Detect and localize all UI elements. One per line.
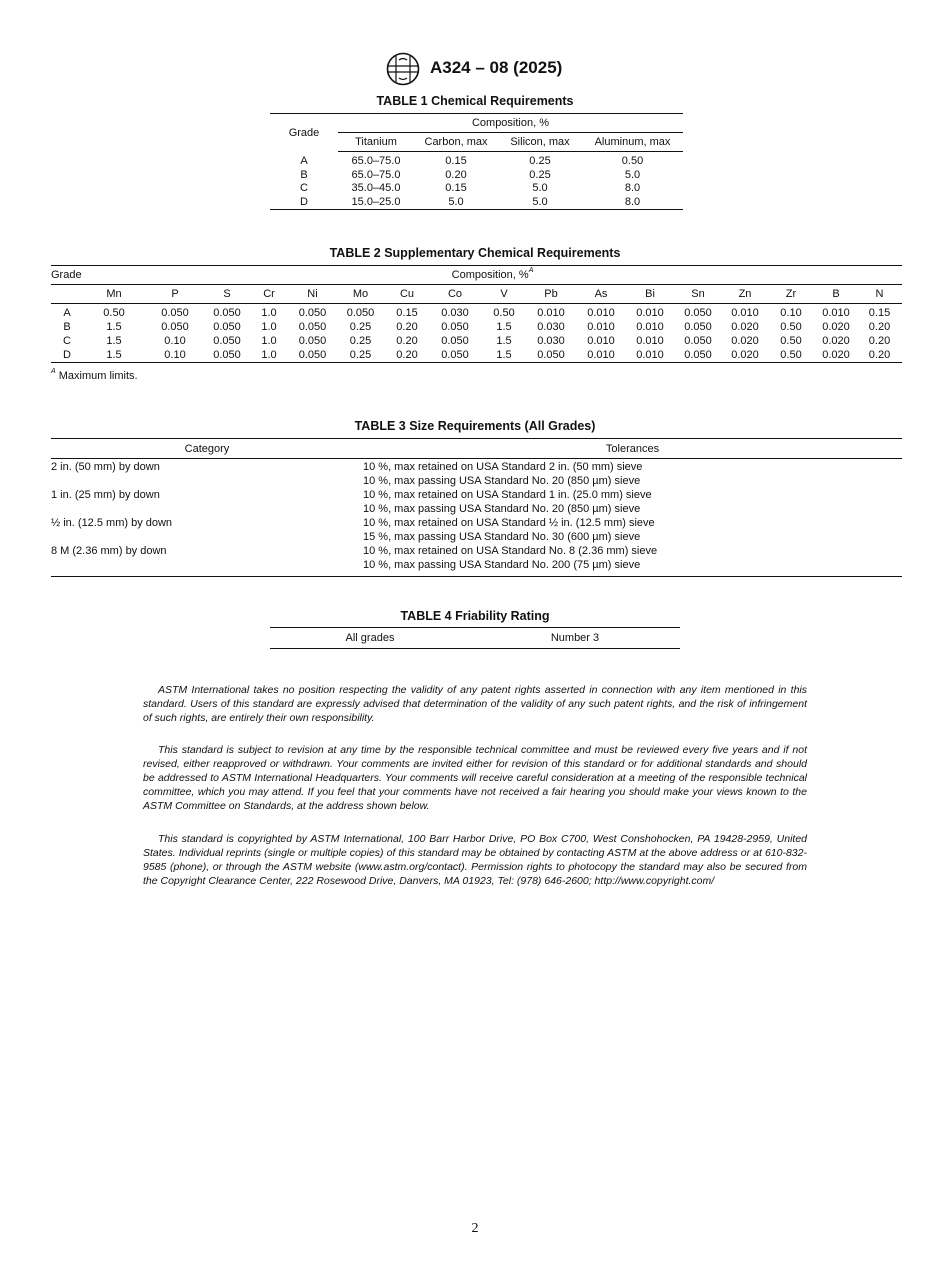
table-cell: 15.0–25.0 (351, 195, 401, 208)
table-cell: 0.15 (445, 155, 467, 168)
table-row (51, 517, 902, 531)
table-cell: 0.050 (298, 320, 327, 333)
table3-title: TABLE 3 Size Requirements (All Grades) (354, 419, 596, 433)
table-cell: 1.0 (261, 306, 277, 319)
table-cell: 0.010 (636, 334, 664, 347)
table-cell: 15 %, max passing USA Standard No. 30 (600 µm) sieve (363, 531, 641, 543)
column-header: As (575, 285, 627, 304)
table-cell: 0.010 (636, 348, 664, 361)
table-row (270, 196, 683, 210)
table-row (51, 459, 902, 476)
table-cell: 0.010 (636, 306, 664, 319)
table-cell: 0.20 (868, 334, 891, 347)
table-cell: 0.020 (731, 334, 759, 347)
column-header: Sn (673, 285, 723, 304)
table-cell: 0.050 (213, 320, 241, 333)
table-cell: 10 %, max passing USA Standard No. 20 (850 µm) sieve (363, 475, 641, 487)
table2-title: TABLE 2 Supplementary Chemical Requirements (329, 246, 621, 260)
table-cell: 5.0 (532, 182, 548, 195)
table-row (51, 334, 902, 348)
table-cell: 1.5 (496, 334, 512, 347)
table-row (51, 320, 902, 334)
column-header: Pb (527, 285, 575, 304)
column-header: Cu (385, 285, 429, 304)
table-cell: 8 M (2.36 mm) by down (51, 545, 167, 557)
table-cell: 0.050 (298, 306, 327, 319)
table-cell: 0.10 (780, 306, 802, 319)
table-cell: 0.20 (396, 334, 418, 347)
column-header: Titanium (338, 133, 414, 152)
table-cell: B (63, 320, 71, 333)
table-cell: 0.050 (213, 306, 241, 319)
composition-header: Composition, %$^A$ (451, 267, 534, 281)
table-cell: 0.010 (822, 306, 850, 319)
table4-title: TABLE 4 Friability Rating (400, 609, 550, 623)
category-header: Category (51, 439, 363, 459)
table-cell: 0.010 (587, 334, 615, 347)
table-cell: 10 %, max retained on USA Standard 2 in. (50 mm) sieve (363, 461, 643, 473)
table-cell: 0.010 (636, 320, 664, 333)
table-row (270, 152, 683, 169)
table-cell (51, 531, 363, 545)
column-header: Silicon, max (498, 133, 582, 152)
table-cell: 0.20 (396, 320, 418, 333)
table-cell: 0.020 (731, 348, 759, 361)
table-cell: 0.030 (537, 320, 565, 333)
table-cell: 0.050 (161, 306, 189, 319)
table-cell: 0.10 (164, 334, 186, 347)
table-cell: 0.50 (621, 155, 644, 168)
table-cell: 1.5 (106, 334, 122, 347)
column-header: N (857, 285, 902, 304)
table-cell: 65.0–75.0 (351, 168, 401, 181)
table-row (270, 182, 683, 196)
chemical-requirements-table (270, 113, 683, 210)
table-cell: 0.15 (868, 306, 891, 319)
table-cell: 0.25 (349, 320, 372, 333)
table-cell: 0.50 (103, 306, 125, 319)
table-row (51, 348, 902, 363)
table-row (51, 489, 902, 503)
table-cell: 0.10 (164, 348, 186, 361)
column-header: Aluminum, max (582, 133, 683, 152)
table-cell: C (300, 182, 308, 195)
table-cell: D (300, 195, 308, 208)
table-row (51, 545, 902, 559)
table-cell: 0.030 (441, 306, 469, 319)
table-cell: 1.5 (496, 320, 512, 333)
table-cell: 0.050 (441, 348, 469, 361)
revision-notice: This standard is subject to revision at any time by the responsible technical committee and must be reviewed every five years and if not revised, either reapproved or withdrawn. Your comments are invited either for revision of this standard or for additional standards and should be addressed to ASTM International Headquarters. Your comments will receive careful consideration at a meeting of the responsible technical committee, which you may attend. If you feel that your comments have not received a fair hearing you should make your views known to the ASTM Committee on Standards, at the address shown below. (143, 744, 807, 812)
table-cell: 0.010 (731, 306, 759, 319)
table-cell: 10 %, max retained on USA Standard 1 in. (25.0 mm) sieve (363, 489, 652, 501)
column-header: B (815, 285, 857, 304)
table-cell: 2 in. (50 mm) by down (51, 461, 160, 473)
column-header: P (145, 285, 205, 304)
table-cell: 0.050 (684, 320, 712, 333)
astm-logo-icon (384, 51, 422, 87)
table-cell: 0.020 (822, 348, 850, 361)
size-requirements-table (51, 438, 902, 577)
table-cell: B (300, 168, 308, 181)
table-cell: C (63, 334, 71, 347)
column-header: Zr (767, 285, 815, 304)
column-header: Bi (627, 285, 673, 304)
table-cell: 8.0 (624, 195, 641, 208)
table2-footnote: $^A$ Maximum limits. (51, 368, 138, 382)
table-row (51, 503, 902, 517)
table-cell: 0.25 (529, 168, 551, 181)
standard-designation: A324 – 08 (2025) (430, 58, 563, 77)
table-cell: 0.050 (441, 334, 469, 347)
table-row (51, 304, 902, 321)
table-cell: 0.25 (349, 348, 372, 361)
supplementary-requirements-table (51, 265, 902, 363)
table-cell: 1.0 (261, 320, 277, 333)
table-cell: 0.050 (441, 320, 469, 333)
table-row (51, 559, 902, 577)
table-cell: 0.050 (537, 348, 565, 361)
table-cell: 0.010 (587, 306, 615, 319)
page-header (0, 48, 950, 88)
table-row (51, 475, 902, 489)
table-cell: 1.5 (106, 348, 122, 361)
table-cell: 0.20 (396, 348, 418, 361)
table-cell: 1.0 (261, 334, 277, 347)
column-header: Zn (723, 285, 767, 304)
table-cell: D (63, 348, 71, 361)
table-cell: ½ in. (12.5 mm) by down (51, 517, 173, 529)
table-cell: 10 %, max passing USA Standard No. 20 (850 µm) sieve (363, 503, 641, 515)
table-cell: 0.020 (822, 320, 850, 333)
table-cell: 0.50 (780, 320, 802, 333)
table-cell: 1.0 (261, 348, 277, 361)
column-header: Co (429, 285, 481, 304)
table-cell: 0.15 (445, 182, 467, 195)
table-cell: 0.050 (684, 348, 712, 361)
table-cell: 0.050 (213, 334, 241, 347)
grade-header: Grade (51, 269, 82, 281)
page-number: 2 (471, 1221, 479, 1236)
table-cell: 1 in. (25 mm) by down (51, 489, 160, 501)
tolerances-header: Tolerances (363, 439, 902, 459)
table-cell: 0.050 (298, 334, 327, 347)
table-cell: A (300, 155, 308, 167)
table-cell: 0.050 (684, 306, 712, 319)
table-cell: 0.010 (537, 306, 565, 319)
table-cell: 0.050 (346, 306, 375, 319)
table-cell: 0.25 (349, 334, 372, 347)
table-cell: 1.5 (106, 320, 122, 333)
table-row (51, 531, 902, 545)
table-cell: 0.20 (445, 168, 467, 181)
copyright-notice: This standard is copyrighted by ASTM International, 100 Barr Harbor Drive, PO Box C700, West Conshohocken, PA 19428-2959, United States. Individual reprints (single or multiple copies) of this standard may be obtained by contacting ASTM at the above address or at 610-832-9585 (phone), or through the ASTM website (www.astm.org/contact). Permission rights to photocopy the standard may also be secured from the Copyright Clearance Center, 222 Rosewood Drive, Danvers, MA 01923, Tel: (978) 646-2600; http://www.copyright.com/ (143, 833, 807, 887)
grades-cell: All grades (345, 632, 395, 644)
footnote-marker: A (528, 267, 534, 274)
column-header: S (205, 285, 249, 304)
table-cell: 8.0 (624, 182, 641, 195)
table-cell: 35.0–45.0 (351, 182, 401, 195)
column-header: Cr (249, 285, 289, 304)
table-cell (51, 559, 363, 577)
table-cell: 10 %, max retained on USA Standard ½ in. (12.5 mm) sieve (363, 517, 655, 529)
table-cell: 0.050 (298, 348, 327, 361)
patent-notice: ASTM International takes no position respecting the validity of any patent rights asserted in connection with any item mentioned in this standard. Users of this standard are expressly advised that determination of the validity of any such patent rights, and the risk of infringement of such rights, are entirely their own responsibility. (143, 684, 807, 724)
table-cell: 0.050 (684, 334, 712, 347)
column-header: Mo (336, 285, 385, 304)
table-cell: 0.050 (161, 320, 189, 333)
table-cell: 5.0 (448, 195, 464, 208)
table-cell: 5.0 (532, 195, 548, 208)
table-cell: 0.50 (780, 334, 802, 347)
table-cell: A (63, 306, 71, 319)
column-header: Mn (83, 285, 145, 304)
column-header: V (481, 285, 527, 304)
grade-header: Grade (288, 126, 320, 139)
table-cell: 0.50 (493, 306, 515, 319)
table-cell: 5.0 (624, 168, 641, 181)
table-cell: 10 %, max retained on USA Standard No. 8 (2.36 mm) sieve (363, 545, 658, 557)
table-cell: 65.0–75.0 (351, 155, 401, 168)
table-cell: 0.20 (868, 348, 891, 361)
table-cell: 0.020 (731, 320, 759, 333)
rating-cell: Number 3 (550, 632, 600, 644)
table-cell (51, 503, 363, 517)
composition-header: Composition, % (471, 117, 550, 129)
table-cell: 0.010 (587, 348, 615, 361)
table-cell (51, 475, 363, 489)
table1-title: TABLE 1 Chemical Requirements (376, 94, 574, 108)
table-cell: 0.050 (213, 348, 241, 361)
table-cell: 0.030 (537, 334, 565, 347)
friability-table (270, 627, 680, 649)
column-header: Carbon, max (414, 133, 498, 152)
table-cell: 10 %, max passing USA Standard No. 200 (75 µm) sieve (363, 559, 641, 571)
table-row (270, 169, 683, 183)
table-cell: 0.50 (780, 348, 802, 361)
column-header: Ni (289, 285, 336, 304)
table-cell: 0.010 (587, 320, 615, 333)
table-cell: 0.020 (822, 334, 850, 347)
table-cell: 0.15 (396, 306, 418, 319)
table-cell: 0.25 (529, 155, 551, 168)
table-cell: 1.5 (496, 348, 512, 361)
table-cell: 0.20 (868, 320, 891, 333)
